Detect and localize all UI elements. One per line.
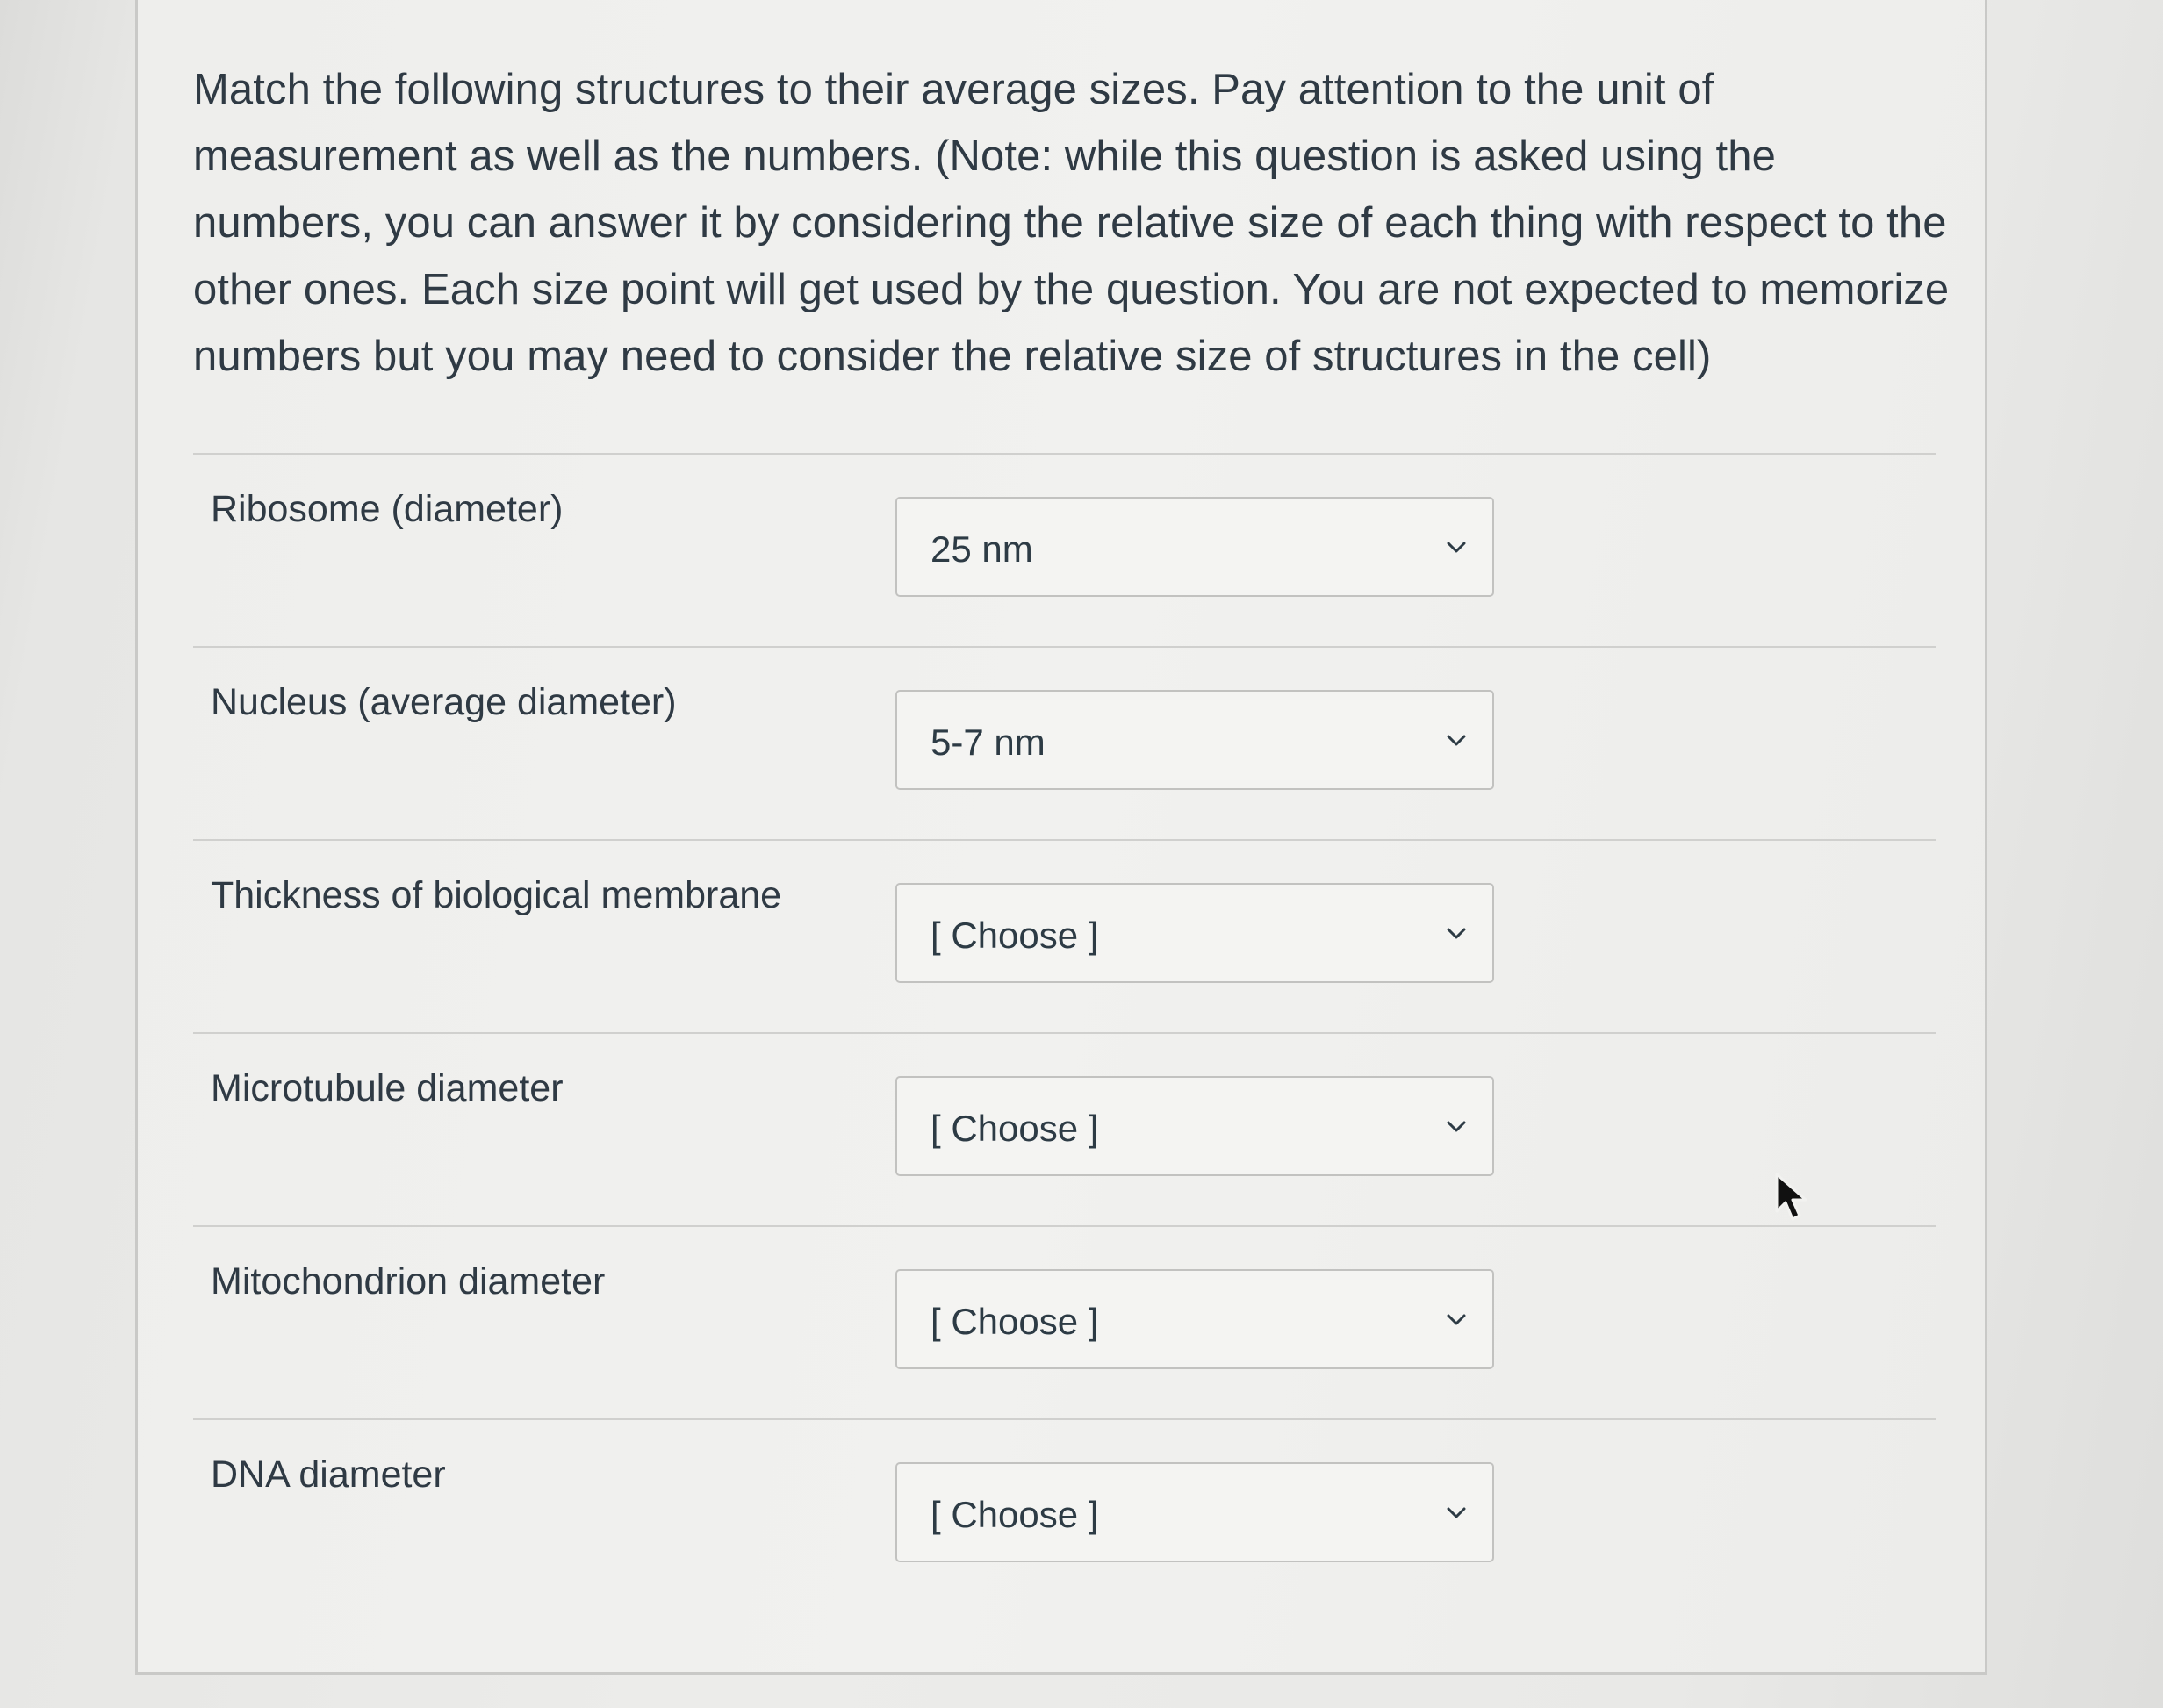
row-label: Ribosome (diameter) [211,488,564,530]
answer-select-dna[interactable] [895,1462,1494,1562]
chevron-down-icon [1441,532,1471,562]
match-row-membrane [193,839,1936,1032]
row-label: DNA diameter [211,1453,446,1496]
chevron-down-icon [1441,725,1471,755]
select-value: [ Choose ] [931,1494,1099,1535]
row-label: Microtubule diameter [211,1067,564,1109]
row-label: Mitochondrion diameter [211,1260,606,1303]
question-prompt: Match the following structures to their average sizes. Pay attention to the unit of measurement as well as the numbers. (Note: while this question is asked using the numbers, you can answer it by considering the relative size of each thing with respect to the other ones. Each size point will get used by the question. You are not expected to memorize numbers but you may need to consider the relative size of structures in the cell) [193,66,1950,380]
question-card [135,0,1987,1675]
match-row-microtubule [193,1032,1936,1225]
row-label: Nucleus (average diameter) [211,681,677,723]
row-label: Thickness of biological membrane [211,874,782,916]
mouse-pointer-icon [1774,1172,1811,1223]
select-value: [ Choose ] [931,1108,1099,1149]
chevron-down-icon [1441,1111,1471,1141]
select-value: [ Choose ] [931,915,1099,956]
match-row-ribosome [193,453,1936,646]
match-row-mitochondrion [193,1225,1936,1418]
select-value: 25 nm [931,528,1033,570]
chevron-down-icon [1441,1304,1471,1334]
chevron-down-icon [1441,1497,1471,1527]
answer-select-membrane[interactable] [895,883,1494,983]
select-value: [ Choose ] [931,1301,1099,1342]
match-row-dna [193,1418,1936,1611]
answer-select-nucleus[interactable] [895,690,1494,790]
chevron-down-icon [1441,918,1471,948]
answer-select-microtubule[interactable] [895,1076,1494,1176]
match-row-nucleus [193,646,1936,839]
answer-select-mitochondrion[interactable] [895,1269,1494,1369]
select-value: 5-7 nm [931,721,1046,763]
answer-select-ribosome[interactable] [895,497,1494,597]
